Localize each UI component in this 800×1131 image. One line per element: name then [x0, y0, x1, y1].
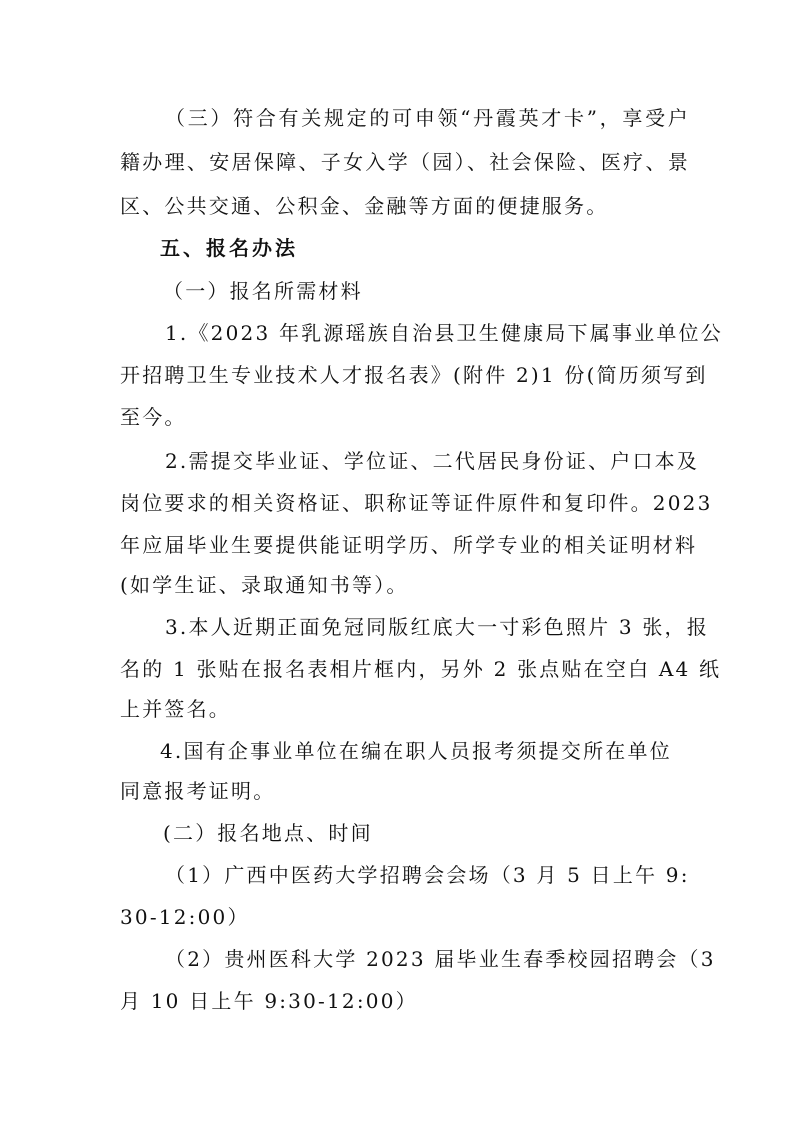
item-1-line-1: 1.《2023 年乳源瑶族自治县卫生健康局下属事业单位公 [165, 321, 723, 345]
item-3-line-3: 上并签名。 [120, 697, 231, 721]
item-1-line-2: 开招聘卫生专业技术人才报名表》(附件 2)1 份(简历须写到 [120, 363, 708, 387]
paragraph-3-line-1: （三）符合有关规定的可申领“丹霞英才卡”，享受户 [165, 106, 690, 130]
location-1-line-1: （1）广西中医药大学招聘会会场（3 月 5 日上午 9: [165, 863, 690, 887]
item-2-line-1: 2.需提交毕业证、学位证、二代居民身份证、户口本及 [165, 449, 700, 473]
item-3-line-1: 3.本人近期正面免冠同版红底大一寸彩色照片 3 张，报 [165, 615, 709, 639]
paragraph-3-line-2: 籍办理、安居保障、子女入学（园）、社会保险、医疗、景 [120, 150, 690, 174]
item-4-line-1: 4.国有企事业单位在编在职人员报考须提交所在单位 [160, 739, 672, 763]
item-4-line-2: 同意报考证明。 [120, 779, 276, 803]
location-2-line-2: 月 10 日上午 9:30-12:00） [120, 989, 418, 1013]
item-2-line-4: (如学生证、录取通知书等）。 [120, 573, 409, 597]
subsection-2-heading: (二）报名地点、时间 [163, 821, 373, 845]
location-2-line-1: （2）贵州医科大学 2023 届毕业生春季校园招聘会（3 [165, 947, 716, 971]
section-5-heading: 五、报名办法 [160, 236, 298, 260]
item-1-line-3: 至今。 [120, 405, 187, 429]
subsection-1-heading: （一）报名所需材料 [163, 279, 363, 303]
paragraph-3-line-3: 区、公共交通、公积金、金融等方面的便捷服务。 [120, 194, 609, 218]
item-2-line-3: 年应届毕业生要提供能证明学历、所学专业的相关证明材料 [120, 533, 698, 557]
item-3-line-2: 名的 1 张贴在报名表相片框内，另外 2 张点贴在空白 A4 纸 [120, 657, 722, 681]
item-2-line-2: 岗位要求的相关资格证、职称证等证件原件和复印件。2023 [120, 491, 713, 515]
location-1-line-2: 30-12:00） [120, 905, 250, 929]
